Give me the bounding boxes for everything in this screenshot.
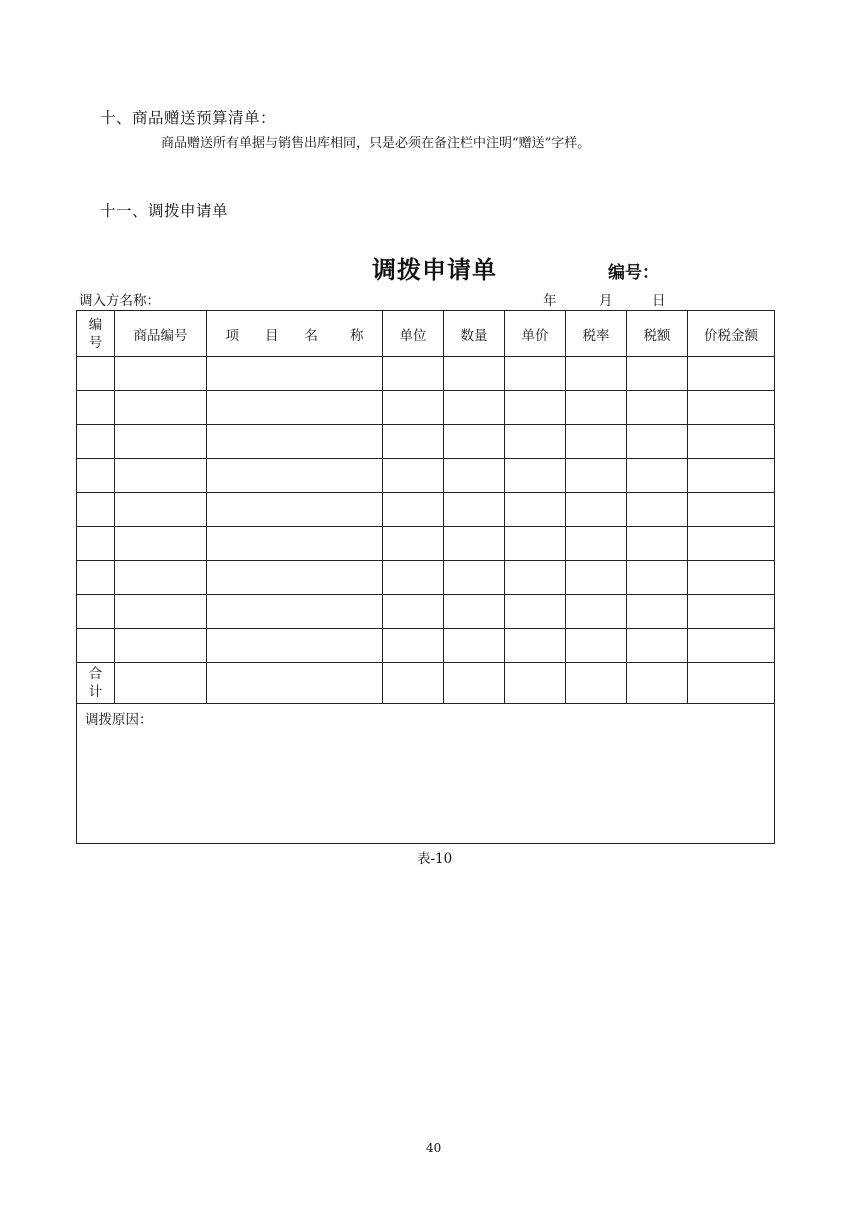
header-item-name: 项 目 名 称 — [207, 311, 383, 357]
date-day-label: 日 — [652, 293, 666, 309]
section-10-heading: 十、商品赠送预算清单： — [100, 109, 277, 127]
form-title: 调拨申请单 — [372, 255, 497, 284]
table-row — [77, 595, 775, 629]
table-caption: 表-10 — [417, 851, 453, 867]
transfer-reason-label: 调拨原因： — [85, 712, 153, 728]
table-row — [77, 561, 775, 595]
table-row — [77, 629, 775, 663]
table-header-row — [77, 311, 775, 357]
header-quantity: 数量 — [444, 311, 505, 357]
table-total-row — [77, 663, 775, 704]
table-row — [77, 527, 775, 561]
table-row — [77, 357, 775, 391]
header-index: 编 号 — [77, 311, 115, 357]
header-product-code: 商品编号 — [115, 311, 207, 357]
header-tax-amount: 税额 — [627, 311, 688, 357]
table-row — [77, 493, 775, 527]
page-number: 40 — [426, 1141, 442, 1155]
header-unit: 单位 — [383, 311, 444, 357]
section-10-body: 商品赠送所有单据与销售出库相同，只是必须在备注栏中注明“赠送”字样。 — [161, 136, 591, 151]
header-total-price: 价税金额 — [688, 311, 775, 357]
total-label: 合 计 — [77, 663, 115, 704]
transfer-reason-cell — [77, 704, 775, 844]
date-year-label: 年 — [543, 293, 557, 309]
transfer-reason-row — [77, 704, 775, 844]
destination-name-label: 调入方名称： — [79, 293, 160, 309]
serial-number-label: 编号： — [608, 263, 659, 283]
table-row — [77, 425, 775, 459]
date-month-label: 月 — [599, 293, 613, 309]
transfer-request-table — [76, 310, 775, 844]
section-11-heading: 十一、调拨申请单 — [100, 202, 229, 220]
table-row — [77, 391, 775, 425]
header-unit-price: 单价 — [505, 311, 566, 357]
table-row — [77, 459, 775, 493]
header-tax-rate: 税率 — [566, 311, 627, 357]
